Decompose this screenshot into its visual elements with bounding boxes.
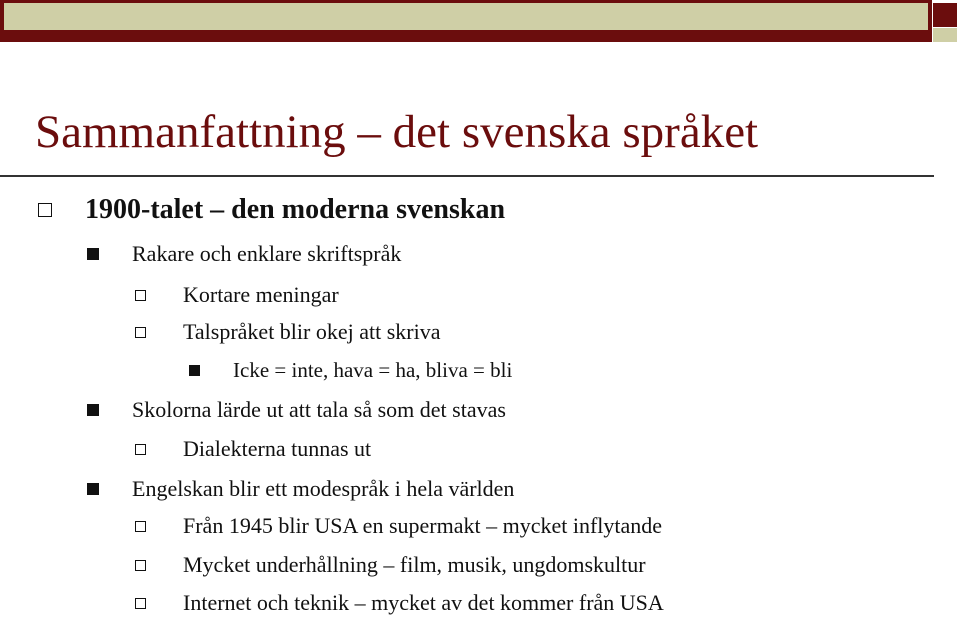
solid-square-bullet-icon xyxy=(87,248,99,260)
bullet-text: Rakare och enklare skriftspråk xyxy=(132,241,402,266)
bullet-item xyxy=(135,282,339,308)
bullet-text: Skolorna lärde ut att tala så som det stavas xyxy=(132,397,506,422)
bullet-text: Engelskan blir ett modespråk i hela världen xyxy=(132,476,515,501)
title-divider xyxy=(0,175,934,177)
hollow-square-bullet-icon xyxy=(135,290,146,301)
bullet-text: Talspråket blir okej att skriva xyxy=(183,319,441,344)
hollow-square-bullet-icon xyxy=(135,560,146,571)
bullet-item xyxy=(87,241,401,267)
bullet-item xyxy=(135,436,371,462)
bullet-item xyxy=(135,552,646,578)
bullet-text: Icke = inte, hava = ha, bliva = bli xyxy=(233,358,513,382)
solid-square-bullet-icon xyxy=(87,404,99,416)
hollow-square-bullet-icon xyxy=(135,521,146,532)
bullet-item xyxy=(135,590,664,616)
bullet-text: Mycket underhållning – film, musik, ungdomskultur xyxy=(183,552,646,577)
bullet-item xyxy=(87,397,506,423)
corner-decoration-lower xyxy=(933,28,957,42)
bullet-text: Från 1945 blir USA en supermakt – mycket inflytande xyxy=(183,513,663,538)
hollow-square-bullet-icon xyxy=(135,327,146,338)
solid-square-bullet-icon xyxy=(189,365,200,376)
bullet-item xyxy=(135,319,441,345)
bullet-text: Dialekterna tunnas ut xyxy=(183,436,372,461)
bullet-text: 1900-talet – den moderna svenskan xyxy=(85,194,506,225)
slide-title: Sammanfattning – det svenska språket xyxy=(35,106,759,158)
bullet-item xyxy=(87,476,514,502)
bullet-text: Internet och teknik – mycket av det kommer från USA xyxy=(183,590,664,615)
bullet-item xyxy=(135,513,662,539)
bullet-item xyxy=(38,194,505,226)
solid-square-bullet-icon xyxy=(87,483,99,495)
top-decorative-bar xyxy=(0,0,932,42)
bullet-item xyxy=(189,358,512,383)
hollow-square-bullet-icon xyxy=(135,598,146,609)
hollow-square-bullet-icon xyxy=(38,203,52,217)
corner-decoration xyxy=(933,3,957,27)
bullet-text: Kortare meningar xyxy=(183,282,339,307)
top-decorative-band xyxy=(4,3,928,30)
hollow-square-bullet-icon xyxy=(135,444,146,455)
